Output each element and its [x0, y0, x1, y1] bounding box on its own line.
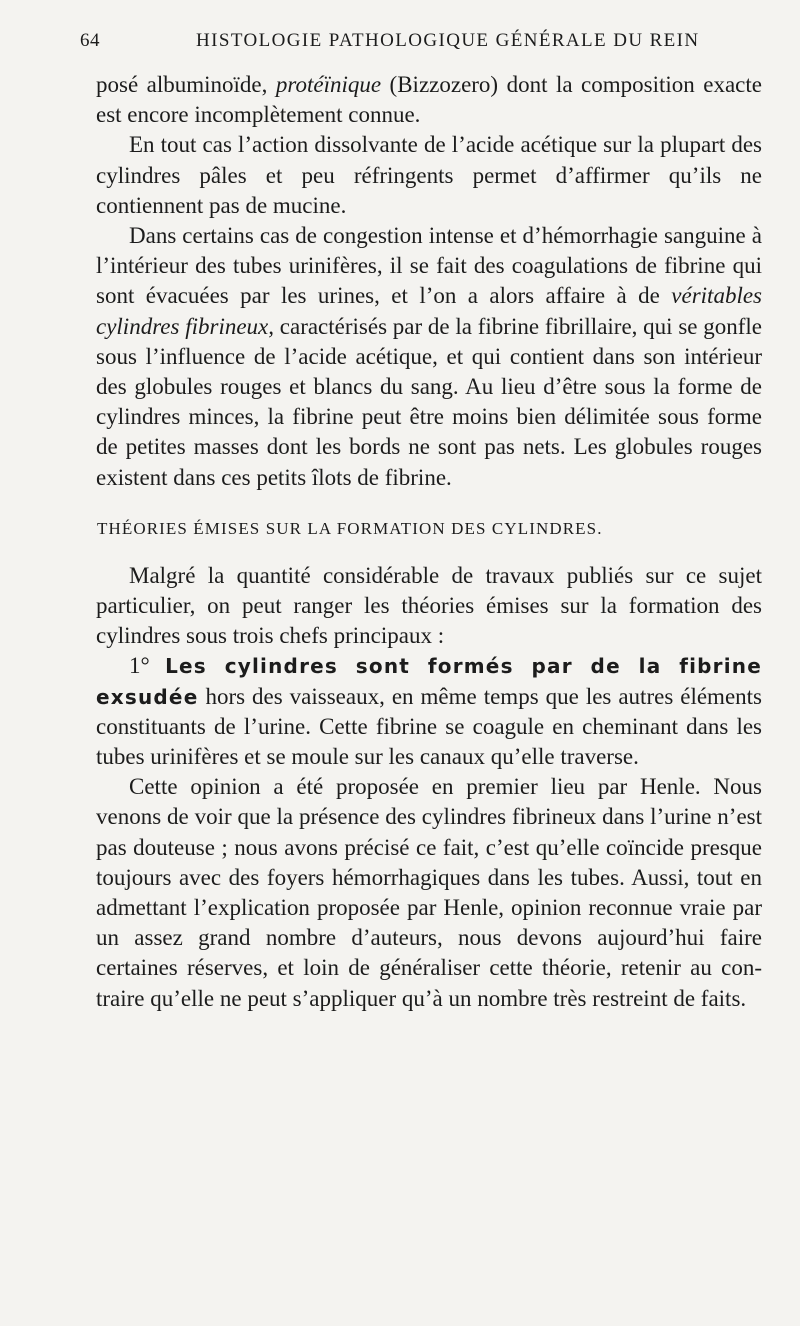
bold-heading-text: Les cylindres sont formés par de la fibrine exsudée: [96, 654, 762, 709]
page-number: 64: [80, 30, 100, 51]
running-header: [80, 30, 762, 56]
paragraph-text: En tout cas l’action dissolvante de l’acide acétique sur la plupart des cylindres pâles et peu réfringents permet d’affirmer qu’ils ne contiennent pas de mucine.: [96, 132, 762, 218]
paragraph-theory-one: [96, 651, 762, 772]
paragraph-text: caractérisés par de la fibrine fibrillaire, qui se gonfle sous l’influence de l’acide acétique, et qui contient dans son intérieur des globules rouges et blancs du sang. Au lieu d’être sous la forme de cylindres minces, la fibrine peut être moins bien délimitée sous forme de petites masses dont les bords ne sont pas nets. Les globules rouges existent dans ces petits îlots de fibrine.: [96, 313, 762, 490]
paragraph-text: Dans certains cas de congestion intense et d’hémorrhagie sanguine à l’intérieur des tubes urinifères, il se fait des coagulations de fibrine qui sont évacuées par les urines, et l’on a alors affaire à de: [96, 223, 762, 309]
paragraph-text: hors des vaisseaux, en même temps que les autres éléments constituants de l’urine. Cette fibrine se coagule en cheminant dans les tubes urinifères et se moule sur les canaux qu’elle traverse.: [96, 683, 762, 770]
paragraph-text: Cette opinion a été proposée en premier lieu par Henle. Nous venons de voir que la présence des cylindres fibrineux dans l’urine n’est pas douteuse ; nous avons précisé ce fait, c’est qu’elle coïncide presque toujours avec des foyers hémorrhagiques dans les tubes. Aussi, tout en admettant l’explication proposée par Henle, opinion reconnue vraie par un assez grand nombre d’auteurs, nous devons aujourd’hui faire certaines réserves, et loin de généraliser cette théorie, retenir au contraire qu’elle ne peut s’appliquer qu’à un nombre très restreint de faits.: [96, 774, 762, 1011]
paragraph-henle-opinion: [96, 772, 762, 1014]
italic-term: véritables cylindres fibrineux,: [96, 283, 762, 339]
book-page: [80, 30, 762, 1014]
paragraph-text: (Bizzozero) dont la composition exacte est encore incomplètement connue.: [96, 72, 762, 128]
paragraph-continued: [96, 70, 762, 130]
section-heading: THÉORIES ÉMISES SUR LA FORMATION DES CYLINDRES.: [97, 518, 603, 538]
paragraph-fibrinous-casts: [96, 221, 762, 493]
paragraph-text: posé albuminoïde,: [96, 72, 276, 97]
italic-term: protéïnique: [275, 72, 382, 97]
paragraph-text: Malgré la quantité considérable de travaux publiés sur ce sujet particulier, on peut ranger les théories émises sur la formation des cylindres sous trois chefs principaux :: [96, 562, 762, 649]
running-title: HISTOLOGIE PATHOLOGIQUE GÉNÉRALE DU REIN: [196, 30, 700, 51]
paragraph-theories-intro: [96, 561, 762, 652]
paragraph-acetic-acid: [96, 130, 762, 221]
list-number: 1°: [129, 653, 166, 679]
